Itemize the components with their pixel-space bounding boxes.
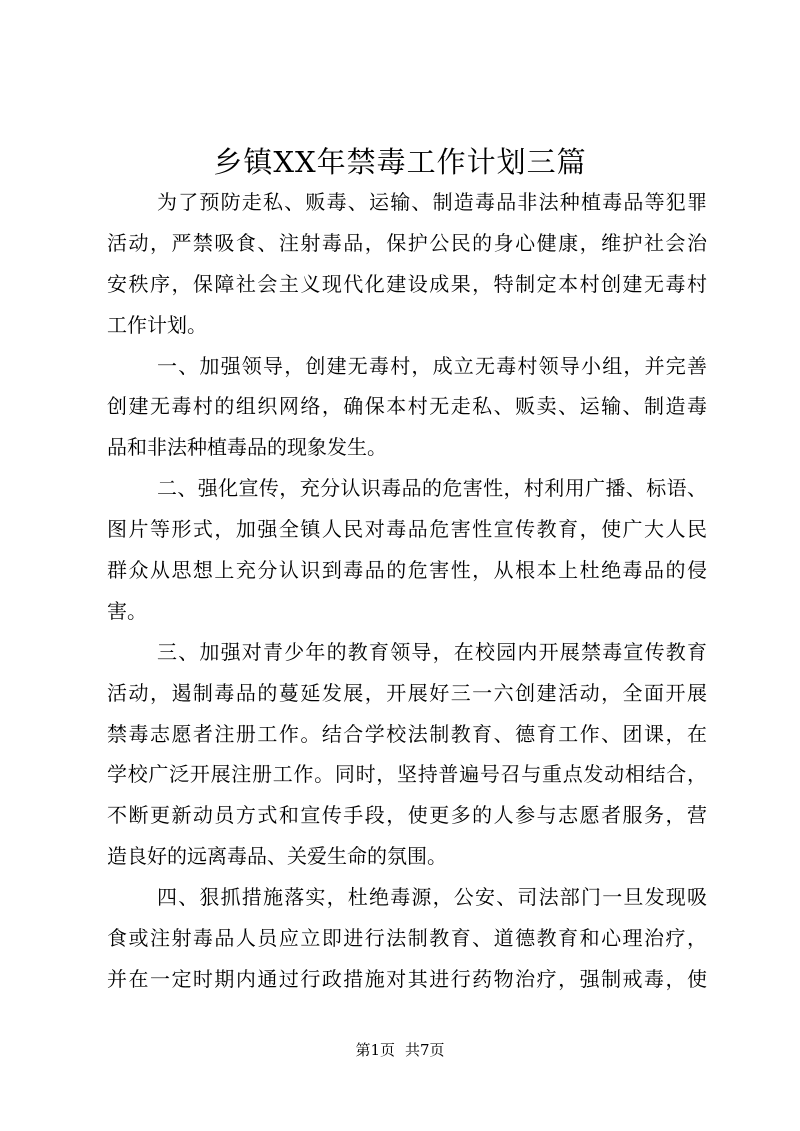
paragraph-5-line-3: 并在一定时期内通过行政措施对其进行药物治疗，强制戒毒，使 [107,966,707,991]
document-title: 乡镇XX年禁毒工作计划三篇 [213,145,587,179]
paragraph-5-line-2: 食或注射毒品人员应立即进行法制教育、道德教育和心理治疗， [107,926,707,951]
page-total: 共7页 [405,1041,445,1059]
paragraph-3-line-1: 二、强化宣传，充分认识毒品的危害性，村利用广播、标语、 [157,476,707,501]
paragraph-2-line-1: 一、加强领导，创建无毒村，成立无毒村领导小组，并完善 [157,353,707,378]
paragraph-4-line-3: 禁毒志愿者注册工作。结合学校法制教育、德育工作、团课，在 [107,721,707,746]
paragraph-2-line-3: 品和非法种植毒品的现象发生。 [107,435,387,460]
paragraph-1-line-3: 安秩序，保障社会主义现代化建设成果，特制定本村创建无毒村 [107,271,707,296]
paragraph-1-line-1: 为了预防走私、贩毒、运输、制造毒品非法种植毒品等犯罪 [157,190,707,214]
paragraph-3-line-2: 图片等形式，加强全镇人民对毒品危害性宣传教育，使广大人民 [107,517,707,542]
paragraph-4-line-2: 活动，遏制毒品的蔓延发展，开展好三一六创建活动，全面开展 [107,680,707,705]
paragraph-1-line-2: 活动，严禁吸食、注射毒品，保护公民的身心健康，维护社会治 [107,230,707,255]
page-footer [0,1040,800,1060]
paragraph-3-line-4: 害。 [107,598,147,623]
paragraph-4-line-4: 学校广泛开展注册工作。同时，坚持普遍号召与重点发动相结合， [107,762,707,787]
paragraph-5-line-1: 四、狠抓措施落实，杜绝毒源，公安、司法部门一旦发现吸 [157,885,707,910]
paragraph-2-line-2: 创建无毒村的组织网络，确保本村无走私、贩卖、运输、制造毒 [107,394,707,419]
paragraph-3-line-3: 群众从思想上充分认识到毒品的危害性，从根本上杜绝毒品的侵 [107,558,707,583]
document-body [107,182,707,1000]
paragraph-1-line-4: 工作计划。 [107,312,207,337]
paragraph-4-line-6: 造良好的远离毒品、关爱生命的氛围。 [107,844,447,869]
paragraph-4-line-1: 三、加强对青少年的教育领导，在校园内开展禁毒宣传教育 [157,639,707,664]
paragraph-4-line-5: 不断更新动员方式和宣传手段，使更多的人参与志愿者服务，营 [107,803,707,828]
page-number: 第1页 [355,1041,395,1059]
